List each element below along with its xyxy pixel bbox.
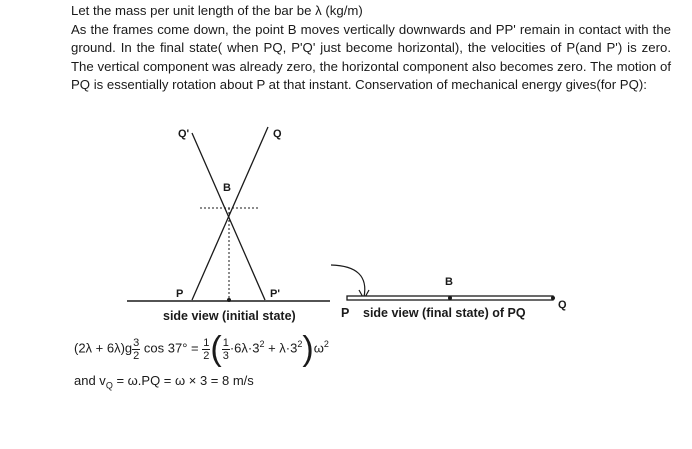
eq-sq-b: 2 — [297, 339, 303, 350]
result-subscript: Q — [105, 380, 113, 391]
eq-cos: cos 37° = — [143, 340, 199, 356]
label-q: Q — [273, 128, 282, 140]
label-p-final: P — [341, 306, 350, 320]
ground-point-mid — [227, 298, 231, 302]
eq-omega-sq: 2 — [323, 339, 329, 350]
eq-frac-1-3: $\frac{1}{3}$ — [222, 336, 229, 362]
energy-equation — [74, 330, 329, 368]
mass-per-length-line: Let the mass per unit length of the bar be λ (kg/m) — [71, 3, 363, 18]
caption-initial-state: side view (initial state) — [163, 309, 296, 323]
eq-frac-3-2: $\frac{3}{2}$ — [133, 336, 140, 362]
label-b: B — [223, 182, 231, 194]
label-q-final: Q — [558, 299, 567, 311]
eq-lhs: (2λ + 6λ)g — [74, 340, 133, 356]
label-p: P — [176, 288, 184, 300]
final-point-q — [551, 296, 555, 300]
label-b-final: B — [445, 276, 453, 288]
explanation-paragraph: As the frames come down, the point B moves vertically downwards and PP' remain in contact with the ground. In the final state( when PQ, P'Q' just become horizontal), the velocities of P(and P') is zero. The vertical component was already zero, the horizontal component also becomes zero. The motion of PQ is essentially rotation about P at that instant. Conservation of mechanical energy gives(for PQ): — [71, 21, 671, 93]
eq-inner-a: ·6λ·3 — [229, 340, 260, 356]
caption-final-state: side view (final state) of PQ — [363, 306, 526, 320]
result-prefix: and v — [74, 373, 106, 388]
eq-inner-b: + λ·3 — [264, 340, 298, 356]
eq-omega: ω — [313, 340, 324, 356]
velocity-result — [74, 373, 254, 391]
eq-frac-1-2: $\frac{1}{2}$ — [203, 336, 210, 362]
result-rest: = ω.PQ = ω × 3 = 8 m/s — [112, 373, 254, 388]
final-point-b — [448, 296, 452, 300]
eq-sq-a: 2 — [259, 339, 265, 350]
bar-p-q — [192, 127, 268, 300]
eq-paren-close: ) — [302, 330, 314, 368]
eq-paren-open: ( — [210, 330, 222, 368]
label-p-prime: P' — [270, 288, 280, 300]
label-q-prime: Q' — [178, 128, 190, 140]
